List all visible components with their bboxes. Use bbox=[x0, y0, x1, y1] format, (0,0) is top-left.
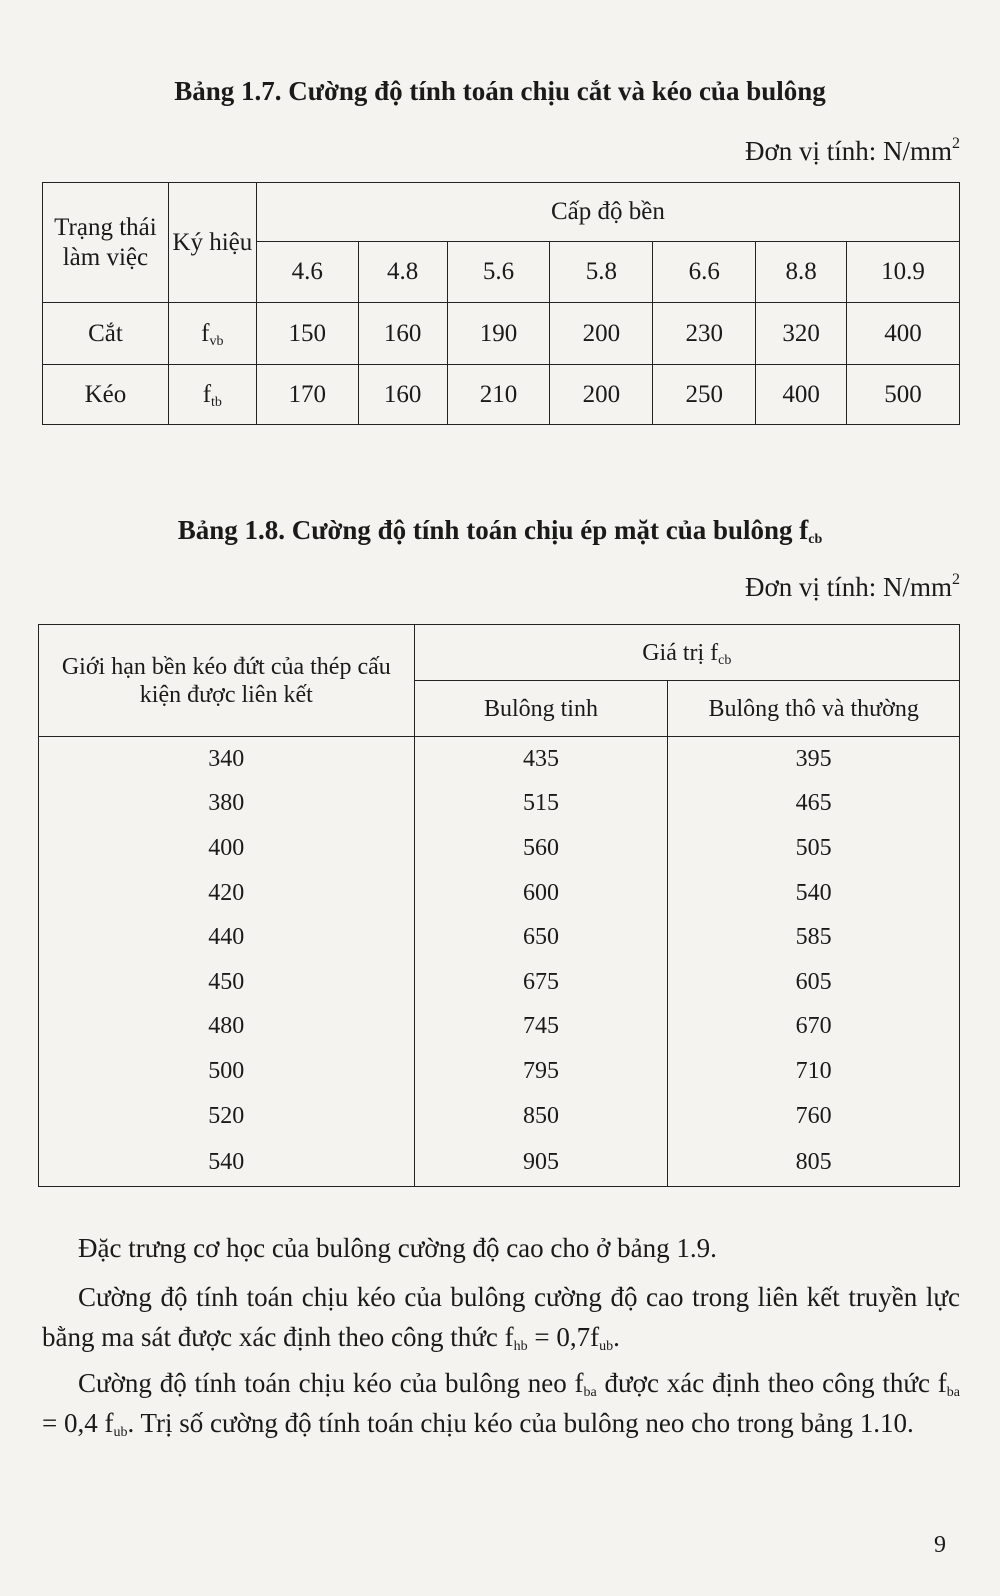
row-state: Kéo bbox=[43, 365, 169, 425]
table-row bbox=[39, 1138, 960, 1187]
value-cell: 795 bbox=[414, 1049, 668, 1094]
table-row bbox=[39, 781, 960, 826]
value-cell: 465 bbox=[668, 781, 960, 826]
value-cell: 380 bbox=[39, 781, 415, 826]
value-cell: 675 bbox=[414, 959, 668, 1004]
paragraph-3: Cường độ tính toán chịu kéo của bulông neo $f_{ba}$ được xác định theo công thức $f_{ba} = 0,4$ $f_{ub}$. Trị số cường độ tính toán chịu kéo của bulông neo cho trong bảng 1.10. bbox=[42, 1368, 960, 1440]
value-cell: 500 bbox=[847, 365, 960, 425]
table-row bbox=[39, 826, 960, 871]
grade-header: 5.8 bbox=[550, 242, 653, 303]
grade-header: 4.6 bbox=[256, 242, 358, 303]
value-cell: 805 bbox=[668, 1138, 960, 1187]
table-1-8-unit: Đơn vị tính: $N/mm^2$ bbox=[744, 571, 960, 602]
value-cell: 505 bbox=[668, 826, 960, 871]
value-cell: 440 bbox=[39, 915, 415, 960]
header-limit: Giới hạn bền kéo đứt của thép cấu kiện được liên kết bbox=[39, 625, 415, 737]
table-row bbox=[39, 915, 960, 960]
value-cell: 340 bbox=[39, 737, 415, 782]
value-cell: 850 bbox=[414, 1093, 668, 1138]
table-1-7-title: Bảng 1.7. Cường độ tính toán chịu cắt và kéo của bulông bbox=[174, 76, 826, 106]
table-row bbox=[39, 1093, 960, 1138]
row-state: Cắt bbox=[43, 303, 169, 365]
grade-header: 10.9 bbox=[847, 242, 960, 303]
value-cell: 400 bbox=[847, 303, 960, 365]
value-cell: 605 bbox=[668, 959, 960, 1004]
table-row bbox=[39, 959, 960, 1004]
value-cell: 905 bbox=[414, 1138, 668, 1187]
paragraph-1: Đặc trưng cơ học của bulông cường độ cao cho ở bảng 1.9. bbox=[78, 1233, 717, 1263]
page-number: 9 bbox=[934, 1532, 946, 1558]
value-cell: 520 bbox=[39, 1093, 415, 1138]
table-row bbox=[39, 1049, 960, 1094]
value-cell: 190 bbox=[447, 303, 550, 365]
value-cell: 450 bbox=[39, 959, 415, 1004]
value-cell: 200 bbox=[550, 303, 653, 365]
value-cell: 160 bbox=[358, 303, 447, 365]
value-cell: 480 bbox=[39, 1004, 415, 1049]
value-cell: 150 bbox=[256, 303, 358, 365]
paragraph-2: Cường độ tính toán chịu kéo của bulông cường độ cao trong liên kết truyền lực bằng ma sát được xác định theo công thức $f_{hb} = 0,7f_{ub}$. bbox=[42, 1282, 960, 1354]
value-cell: 670 bbox=[668, 1004, 960, 1049]
value-cell: 250 bbox=[653, 365, 756, 425]
value-cell: 435 bbox=[414, 737, 668, 782]
value-cell: 200 bbox=[550, 365, 653, 425]
value-cell: 710 bbox=[668, 1049, 960, 1094]
value-cell: 760 bbox=[668, 1093, 960, 1138]
table-1-8-title: Bảng 1.8. Cường độ tính toán chịu ép mặt của bulông $f_{cb}$ bbox=[177, 515, 823, 547]
value-cell: 745 bbox=[414, 1004, 668, 1049]
value-cell: 320 bbox=[756, 303, 847, 365]
value-cell: 560 bbox=[414, 826, 668, 871]
header-state: Trạng thái làm việc bbox=[43, 183, 169, 303]
value-cell: 210 bbox=[447, 365, 550, 425]
table-row bbox=[39, 737, 960, 782]
value-cell: 400 bbox=[39, 826, 415, 871]
row-symbol: $f_{vb}$ bbox=[168, 303, 256, 365]
grade-header: 8.8 bbox=[756, 242, 847, 303]
table-1-8 bbox=[38, 624, 960, 1187]
value-cell: 585 bbox=[668, 915, 960, 960]
header-fine-bolt: Bulông tinh bbox=[414, 681, 668, 737]
value-cell: 395 bbox=[668, 737, 960, 782]
table-1-7 bbox=[42, 182, 960, 425]
header-grade: Cấp độ bền bbox=[256, 183, 959, 242]
value-cell: 540 bbox=[39, 1138, 415, 1187]
value-cell: 420 bbox=[39, 870, 415, 915]
header-rough-bolt: Bulông thô và thường bbox=[668, 681, 960, 737]
header-value: Giá trị $f_{cb}$ bbox=[414, 625, 959, 681]
header-symbol: Ký hiệu bbox=[168, 183, 256, 303]
value-cell: 230 bbox=[653, 303, 756, 365]
value-cell: 515 bbox=[414, 781, 668, 826]
table-1-7-unit: Đơn vị tính: $N/mm^2$ bbox=[744, 135, 960, 166]
grade-header: 5.6 bbox=[447, 242, 550, 303]
value-cell: 600 bbox=[414, 870, 668, 915]
table-row bbox=[39, 870, 960, 915]
row-symbol: $f_{tb}$ bbox=[168, 365, 256, 425]
grade-header: 4.8 bbox=[358, 242, 447, 303]
value-cell: 500 bbox=[39, 1049, 415, 1094]
value-cell: 540 bbox=[668, 870, 960, 915]
value-cell: 170 bbox=[256, 365, 358, 425]
value-cell: 650 bbox=[414, 915, 668, 960]
value-cell: 160 bbox=[358, 365, 447, 425]
table-row bbox=[39, 1004, 960, 1049]
value-cell: 400 bbox=[756, 365, 847, 425]
grade-header: 6.6 bbox=[653, 242, 756, 303]
